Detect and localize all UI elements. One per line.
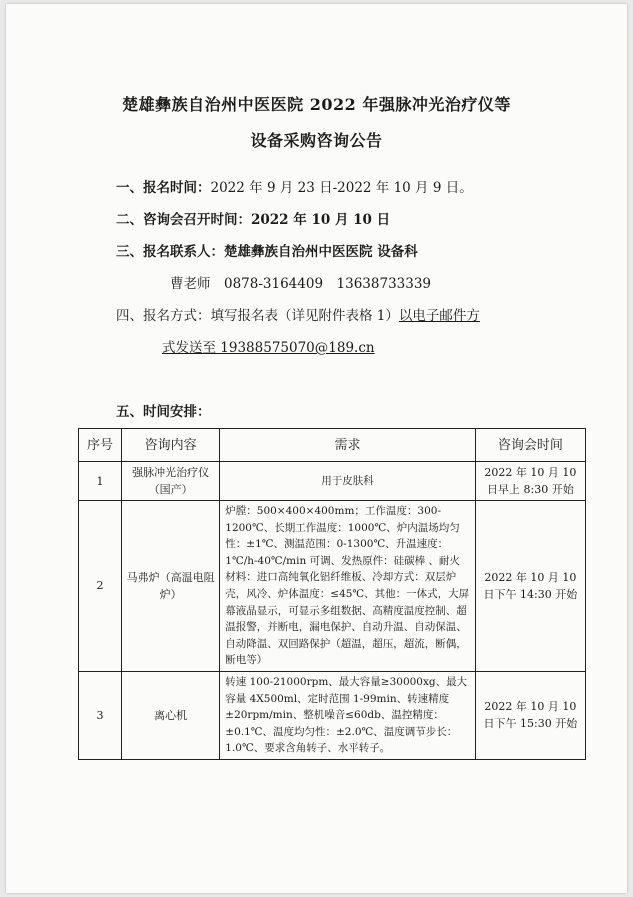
row-2-item: 马弗炉（高温电阻炉）: [122, 501, 220, 672]
title-line-1: 楚雄彝族自治州中医医院 2022 年强脉冲光治疗仪等: [122, 95, 511, 114]
title-line-2: 设备采购咨询公告: [250, 131, 383, 150]
section-5: [116, 400, 211, 420]
row-1-requirement: 用于皮肤科: [220, 462, 476, 501]
section-2-value: 2022 年 10 月 10 日: [251, 212, 391, 228]
row-2-no: 2: [79, 501, 122, 672]
section-4-value-a: 填写报名表（详见附件表格 1）: [210, 308, 399, 324]
section-4-value-b: 以电子邮件方: [398, 308, 480, 324]
section-4: [116, 304, 480, 324]
row-2-requirement: 炉膛：500×400×400mm；工作温度：300-1200℃、长期工作温度：1000℃、炉内温场均匀性：±1℃、测温范围：0-1300℃、升温速度：1℃/h-40℃/min 可调、发热原件：硅碳棒 、耐火材料：进口高纯氧化铝纤维板、冷却方式：双层炉壳，风冷、炉体温度：≤45℃、其他：一体式，大屏幕液晶显示，可显示多组数据、高精度温度控制、超温报警，并断电，漏电保护、自动升温、自动保温、自动降温、双回路保护（超温，超压，超流，断偶，断电等）: [220, 501, 476, 672]
row-3-requirement: 转速 100-21000rpm、最大容量≥30000xg、最大容量 4X500ml、定时范围 1-99min、转速精度±20rpm/min、整机噪音≤60db、温控精度：±0.1℃、温度均匀性：±2.0℃、温度调节步长：1.0℃、要求含角转子、水平转子。: [220, 671, 476, 759]
header-time: 咨询会时间: [475, 429, 585, 462]
header-item: 咨询内容: [122, 429, 220, 462]
section-3-value: 楚雄彝族自治州中医医院 设备科: [224, 244, 418, 260]
table-header-row: [79, 429, 586, 462]
section-3-contact: 曹老师 0878-3164409 13638733339: [170, 276, 432, 292]
section-1: [116, 176, 473, 196]
document-page: [6, 4, 627, 893]
row-3-item: 离心机: [122, 671, 220, 759]
section-4-email-line: 式发送至 19388575070@189.cn: [162, 340, 375, 356]
row-1-time: 2022 年 10 月 10 日早上 8:30 开始: [475, 462, 585, 501]
section-4-label: 四、报名方式：: [116, 308, 211, 324]
section-3-label: 三、报名联系人：: [116, 244, 224, 260]
section-2-label: 二、咨询会召开时间：: [116, 212, 251, 228]
row-3-no: 3: [79, 671, 122, 759]
row-1-no: 1: [79, 462, 122, 501]
schedule-table: [78, 428, 586, 760]
section-3: [116, 240, 418, 260]
table-row: [79, 501, 586, 672]
row-3-time: 2022 年 10 月 10 日下午 15:30 开始: [475, 671, 585, 759]
row-2-time: 2022 年 10 月 10 日下午 14:30 开始: [475, 501, 585, 672]
header-requirement: 需求: [220, 429, 476, 462]
table-row: [79, 462, 586, 501]
table-row: [79, 671, 586, 759]
section-2: [116, 208, 390, 228]
section-1-value: 2022 年 9 月 23 日-2022 年 10 月 9 日。: [210, 180, 473, 196]
section-1-label: 一、报名时间：: [116, 180, 211, 196]
row-1-item: 强脉冲光治疗仪（国产）: [122, 462, 220, 501]
header-no: 序号: [79, 429, 122, 462]
section-5-label: 五、时间安排：: [116, 404, 211, 420]
